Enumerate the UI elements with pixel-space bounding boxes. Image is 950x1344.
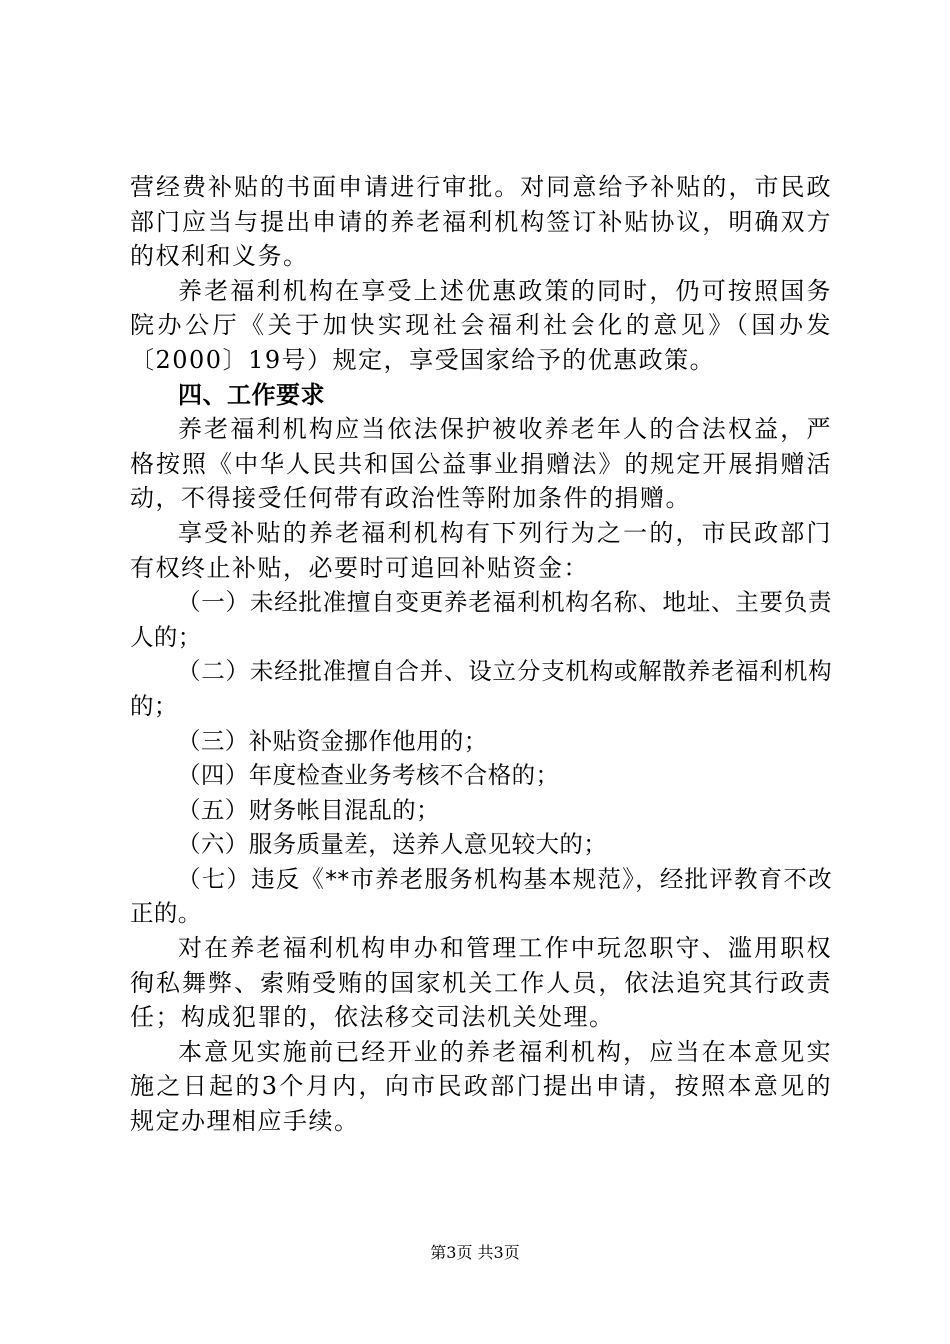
- paragraph-preferential-policy: 养老福利机构在享受上述优惠政策的同时，仍可按照国务院办公厅《关于加快实现社会福利社会化的意见》（国办发〔2000〕19号）规定，享受国家给予的优惠政策。: [130, 276, 832, 374]
- list-item-3: （三）补贴资金挪作他用的；: [177, 726, 488, 755]
- list-item-7: （七）违反《**市养老服务机构基本规范》，经批评教育不改正的。: [130, 864, 832, 928]
- paragraph-continuation: 营经费补贴的书面申请进行审批。对同意给予补贴的，市民政部门应当与提出申请的养老福利机构签订补贴协议，明确双方的权利和义务。: [130, 173, 832, 271]
- list-item-6: （六）服务质量差，送养人意见较大的；: [177, 830, 608, 859]
- list-item-2: （二）未经批准擅自合并、设立分支机构或解散养老福利机构的；: [130, 657, 832, 720]
- list-item-4: （四）年度检查业务考核不合格的；: [177, 761, 560, 790]
- list-item-5: （五）财务帐目混乱的；: [177, 795, 440, 824]
- paragraph-accountability: 对在养老福利机构申办和管理工作中玩忽职守、滥用职权徇私舞弊、索贿受贿的国家机关工作人员，依法追究其行政责任；构成犯罪的，依法移交司法机关处理。: [130, 934, 832, 1032]
- paragraph-subsidy-termination: 享受补贴的养老福利机构有下列行为之一的，市民政部门有权终止补贴，必要时可追回补贴资金：: [130, 518, 832, 582]
- paragraph-donation: 养老福利机构应当依法保护被收养老年人的合法权益，严格按照《中华人民共和国公益事业捐赠法》的规定开展捐赠活动，不得接受任何带有政治性等附加条件的捐赠。: [130, 415, 832, 513]
- section-heading-work-requirements: 四、工作要求: [178, 380, 325, 409]
- page-number-footer: 第3页 共3页: [430, 1243, 520, 1262]
- list-item-1: （一）未经批准擅自变更养老福利机构名称、地址、主要负责人的；: [130, 588, 832, 651]
- document-body: [130, 170, 832, 1139]
- paragraph-transition: 本意见实施前已经开业的养老福利机构，应当在本意见实施之日起的3个月内，向市民政部门提出申请，按照本意见的规定办理相应手续。: [130, 1037, 832, 1136]
